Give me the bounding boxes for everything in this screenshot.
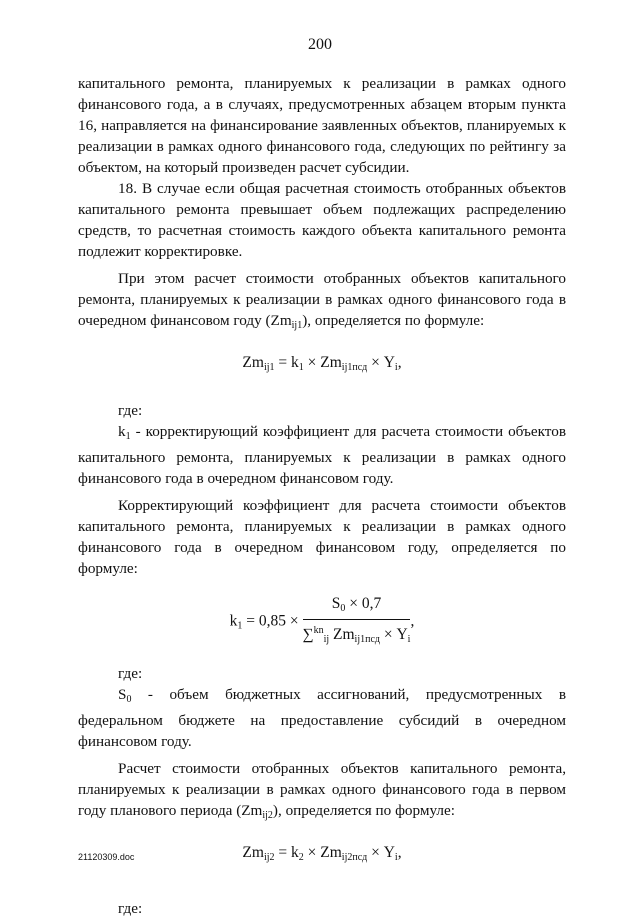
formula-zm-ij1 — [78, 352, 566, 378]
symbol: S — [118, 686, 127, 704]
formula-subscript: ij2 — [263, 852, 275, 864]
formula-term: k — [229, 612, 238, 630]
formula-term: = 0,85 × — [242, 612, 303, 630]
formula-subscript: 1 — [298, 362, 304, 373]
where-label: где: — [118, 402, 143, 419]
text: Расчет стоимости отобранных объектов капитального ремонта, планируемых к реализации в рамках одного финансового года в первом году планового периода (Zm — [78, 760, 566, 820]
fraction-denominator — [303, 620, 411, 649]
text: ), определяется по формуле: — [272, 802, 455, 820]
paragraph-correction-coefficient: Корректирующий коэффициент для расчета стоимости объектов капитального ремонта, планируемых к реализации в рамках одного финансового года в очередном финансовом году, определяется по формуле: — [78, 497, 566, 577]
fraction-numerator — [303, 595, 411, 620]
formula-subscript: i — [394, 852, 398, 864]
text: ), определяется по формуле: — [302, 312, 485, 329]
formula-subscript: i — [407, 634, 411, 646]
formula-subscript: ij1псд — [354, 634, 380, 646]
formula-superscript: kn — [313, 625, 324, 636]
subscript: 0 — [126, 694, 132, 706]
formula-term: × Y — [367, 354, 395, 371]
formula-term: , — [397, 844, 402, 862]
formula-term: Zm — [329, 626, 355, 644]
subscript: ij1 — [291, 320, 303, 331]
where-label: где: — [118, 665, 143, 683]
formula-subscript: ij2псд — [341, 852, 368, 864]
file-footer: 21120309.doc — [78, 852, 135, 862]
formula-term: × Y — [379, 626, 408, 644]
formula-term: × Zm — [303, 844, 342, 862]
subscript: 1 — [125, 431, 131, 442]
formula-term: , — [397, 354, 402, 371]
formula-zm-ij2 — [78, 842, 566, 868]
formula-term: S — [331, 595, 341, 612]
paragraph-calc-current-year — [78, 268, 566, 336]
paragraph-calc-first-plan-year — [78, 758, 566, 826]
sum-symbol: ∑ — [302, 626, 314, 644]
where-label: где: — [118, 900, 143, 918]
paragraph-continuation: капитального ремонта, планируемых к реализации в рамках одного финансового года, а в случаях, предусмотренных абзацем вторым пункта 16, направляется на финансирование заявленных объектов, планируемых к реализации в рамках одного финансового года, следующих по рейтингу за объектом, на который произведен расчет субсидии. — [78, 75, 566, 176]
formula-subscript: ij1 — [263, 362, 275, 373]
paragraph-item-18: 18. В случае если общая расчетная стоимость отобранных объектов капитального ремонта превышает объем подлежащих распределению средств, то расчетная стоимость каждого объекта капитального ремонта подлежит корректировке. — [78, 180, 566, 260]
formula-term: × Y — [367, 844, 395, 862]
formula-subscript: ij — [323, 634, 330, 646]
formula-fraction — [303, 595, 411, 649]
formula-subscript: 1 — [237, 620, 243, 632]
document-body — [78, 73, 566, 919]
subscript: ij2 — [262, 810, 273, 822]
formula-term: × Zm — [303, 354, 342, 371]
formula-term: × 0,7 — [345, 595, 382, 612]
formula-subscript: 0 — [340, 603, 346, 614]
symbol: k — [118, 423, 126, 440]
formula-term: , — [410, 612, 415, 630]
formula-term: Zm — [242, 844, 264, 862]
formula-subscript: i — [394, 362, 398, 373]
page-number: 200 — [308, 36, 332, 53]
definition-s0 — [78, 684, 566, 752]
definition-text: - объем бюджетных ассигнований, предусмотренных в федеральном бюджете на предоставление субсидий в очередном финансовом году. — [78, 686, 566, 751]
definition-text: - корректирующий коэффициент для расчета стоимости объектов капитального ремонта, планируемых к реализации в рамках одного финансового года в очередном финансовом году. — [78, 423, 566, 487]
text: При этом расчет стоимости отобранных объектов капитального ремонта, планируемых к реализации в рамках одного финансового года в очередном финансовом году (Zm — [78, 270, 566, 329]
formula-subscript: ij1псд — [341, 362, 368, 373]
definition-k1 — [78, 421, 566, 489]
formula-term: = k — [274, 844, 299, 862]
formula-subscript: 2 — [298, 852, 304, 864]
formula-k1 — [78, 595, 566, 649]
formula-term: Zm — [242, 354, 264, 371]
formula-term: = k — [274, 354, 299, 371]
